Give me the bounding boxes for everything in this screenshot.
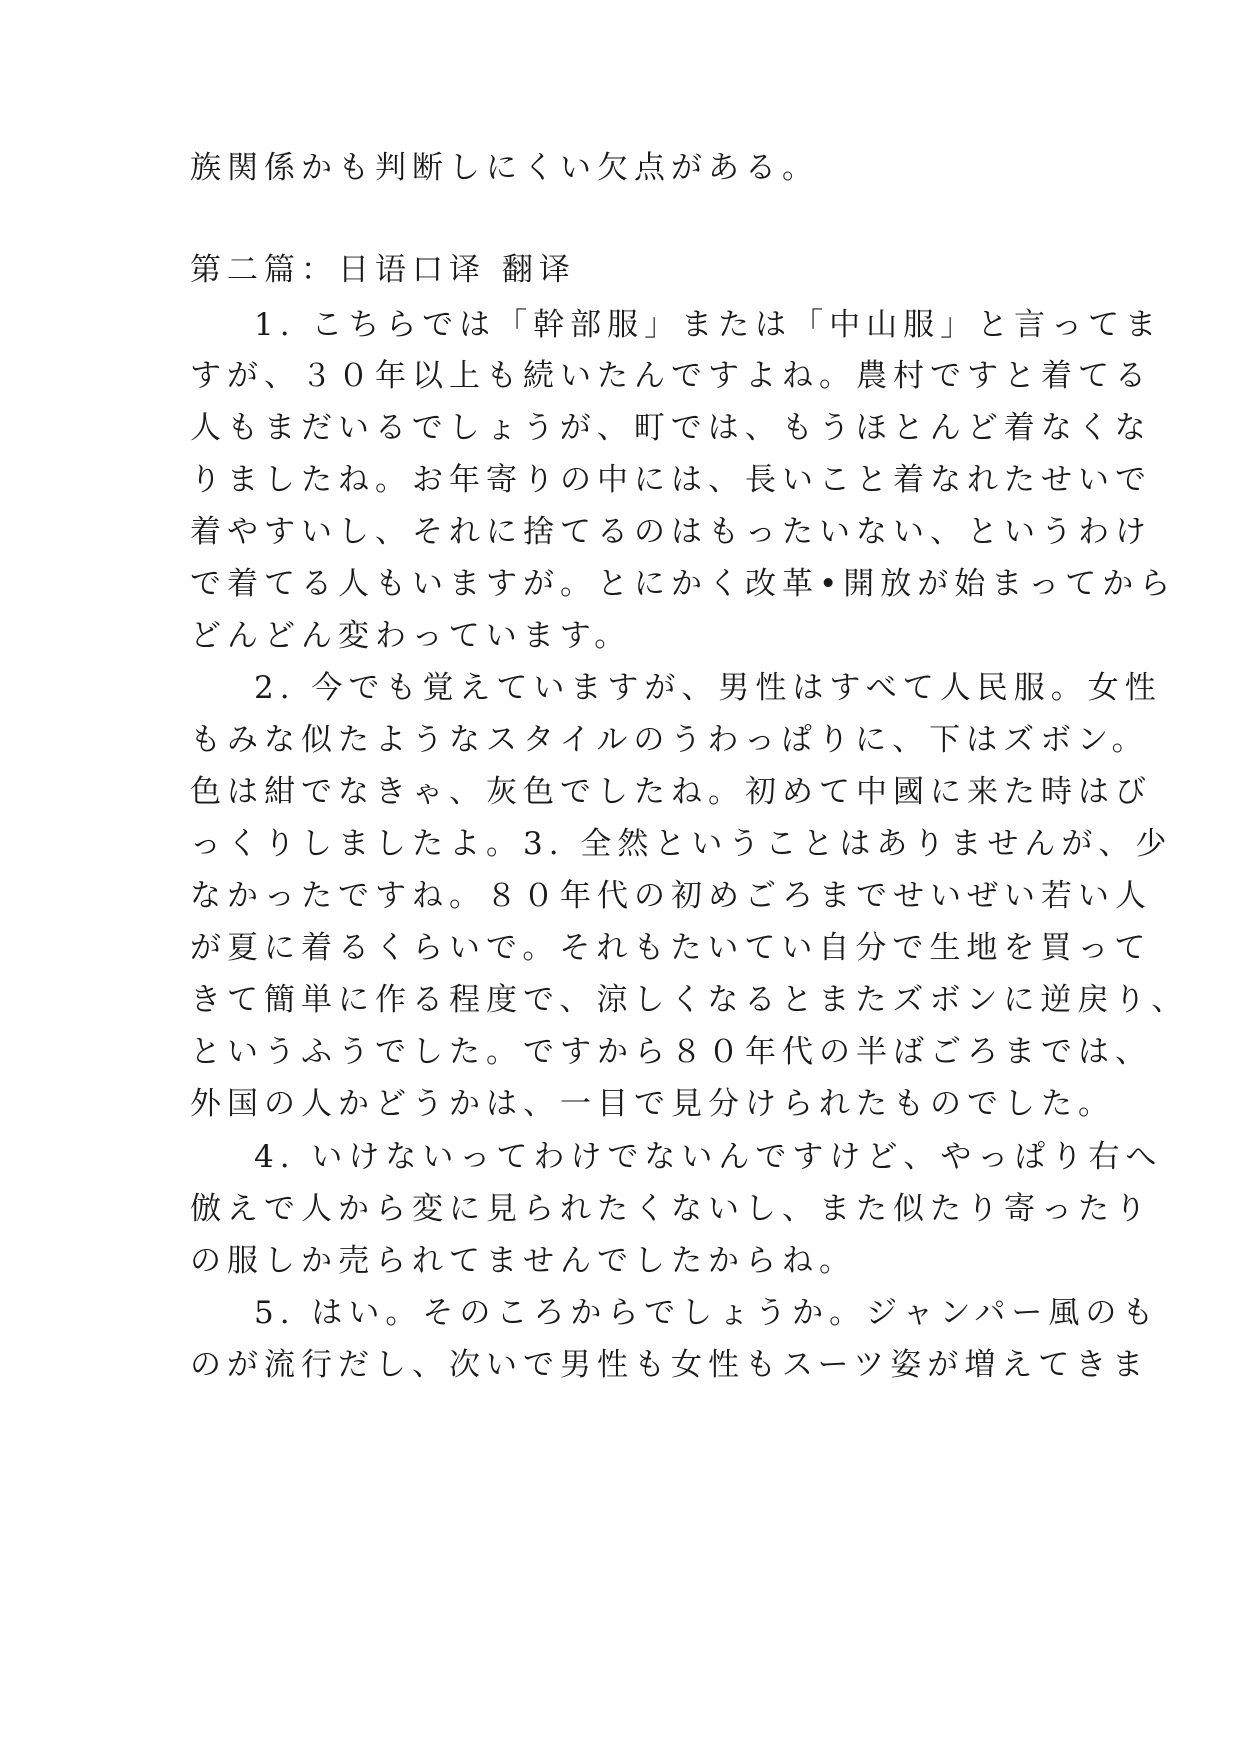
- paragraph-line: 1. こちらでは「幹部服」または「中山服」と言ってま: [254, 307, 1163, 343]
- paragraph-line: というふうでした。ですから８０年代の半ばごろまでは、: [190, 1034, 1152, 1070]
- paragraph-line: もみな似たようなスタイルのうわっぱりに、下はズボン。: [190, 722, 1149, 758]
- paragraph-line: っくりしましたよ。3. 全然ということはありませんが、少: [190, 826, 1173, 862]
- paragraph-line: 人もまだいるでしょうが、町では、もうほとんど着なくな: [190, 410, 1152, 446]
- paragraph-line: のが流行だし、次いで男性も女性もスーツ姿が増えてきま: [190, 1347, 1150, 1383]
- paragraph-line: 倣えで人から変に見られたくないし、また似たり寄ったり: [190, 1191, 1152, 1227]
- paragraph-line: 2. 今でも覚えていますが、男性はすべて人民服。女性: [254, 670, 1162, 706]
- paragraph-line: 色は紺でなきゃ、灰色でしたね。初めて中國に来た時はび: [190, 774, 1152, 810]
- paragraph-line: すが、３０年以上も続いたんですよね。農村ですと着てる: [190, 358, 1152, 394]
- paragraph-line: なかったですね。８０年代の初めごろまでせいぜい若い人: [190, 878, 1152, 914]
- paragraph-line: 着やすいし、それに捨てるのはもったいない、というわけ: [190, 514, 1152, 550]
- paragraph-line: りましたね。お年寄りの中には、長いこと着なれたせいで: [190, 462, 1152, 498]
- paragraph-line: 5. はい。そのころからでしょうか。ジャンパー風のも: [254, 1295, 1160, 1331]
- paragraph-line: きて簡単に作る程度で、涼しくなるとまたズボンに逆戻り、: [190, 982, 1189, 1018]
- section-heading: 第二篇：日语口译 翻译: [190, 252, 576, 288]
- paragraph-line: の服しか売られてませんでしたからね。: [190, 1243, 856, 1279]
- paragraph-line: で着てる人もいますが。とにかく改革•開放が始まってから: [190, 566, 1177, 602]
- paragraph-line: 4. いけないってわけでないんですけど、やっぱり右へ: [254, 1139, 1163, 1175]
- paragraph-line: どんどん変わっています。: [190, 618, 632, 654]
- paragraph-line: が夏に着るくらいで。それもたいてい自分で生地を買って: [190, 930, 1152, 966]
- paragraph-line: 外国の人かどうかは、一目で見分けられたものでした。: [190, 1086, 1115, 1122]
- paragraph-line: 族関係かも判断しにくい欠点がある。: [190, 150, 819, 186]
